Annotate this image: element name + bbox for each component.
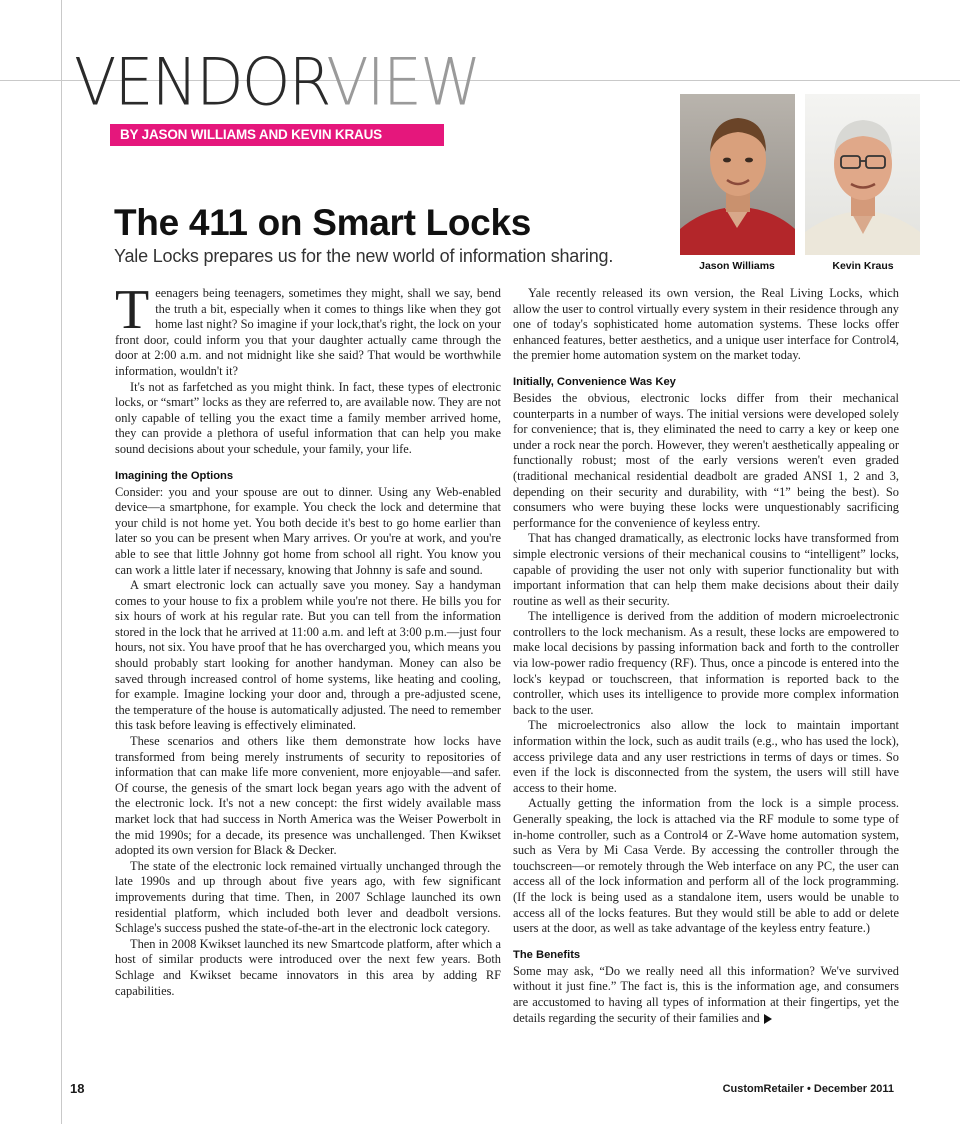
article-column-left [115, 279, 502, 999]
paragraph: Actually getting the information from the lock is a simple process. Generally speaking, the lock is attached via the RF module to some type of in-home controller, such as a Control4 or Z-Wave home automation system, such as Vera by Mi Casa Verde. By accessing the controller through the touchscreen—or remotely through the Web interface on any PC, the user can access all of the lock information and perform all of the lock programming. (If the lock is being used as a standalone item, users would be unable to access all of the locks features. But they would still be able to add or delete users at the door, as well as take advantage of the keyless entry feature.) [513, 796, 899, 936]
deck: Yale Locks prepares us for the new world of information sharing. [114, 246, 614, 266]
paragraph: It's not as farfetched as you might think. In fact, these types of electronic locks, or “smart” locks as they are referred to, are available now. They are not only capable of telling you the exact time a family member arrived home, they can provide a plethora of useful information that can help you make sound decisions about your schedule, your family, your life. [115, 379, 502, 456]
paragraph: The state of the electronic lock remained virtually unchanged through the late 1990s and up through about five years ago, with few significant improvements during that time. Then, in 2007 Schlage launched its own residential platform, which included both lever and deadbolt versions. Schlage's success pushed the state-of-the-art in the electronic lock category. [115, 858, 501, 936]
paragraph [115, 279, 501, 380]
subhead: Imagining the Options [115, 469, 234, 482]
masthead-view: VIEW [326, 43, 480, 121]
page-number: 18 [70, 1081, 85, 1096]
paragraph: A smart electronic lock can actually save you money. Say a handyman comes to your house to fix a problem while you're not there. He bills you for six hours of work at his regular rate. But you can tell from the information stored in the lock that he arrived at 11:00 a.m. and left at 3:00 p.m.—just four hours, not six. You have proof that he has overcharged you, which means you should probably start looking for another handyman. Money can also be saved through increased control of home systems, like heating and cooling, for example. Imagine locking your door and, through a pre-adjusted scene, the temperature of the house is automatically adjusted. The need to remember this task before leaving is effectively eliminated. [115, 578, 501, 733]
continued-arrow-icon [764, 1014, 772, 1024]
caption-kevin-kraus: Kevin Kraus [832, 260, 894, 272]
paragraph: Besides the obvious, electronic locks differ from their mechanical counterparts in a number of ways. The initial versions were developed solely for convenience; that is, they eliminated the need to carry a key or keep one under a rock near the porch. However, they weren't aesthetically appealing or functionally robust; most of the early versions weren't even graded (traditional mechanical residential deadbolt are graded ANSI 1, 2 and 3, depending on their security and durability, with “1” being the best). So consumers who were buying these locks were unquestionably sacrificing performance for the convenience of keyless entry. [513, 390, 899, 530]
paragraph: The microelectronics also allow the lock to maintain important information within the lock, such as audit trails (e.g., who has used the lock), access privilege data and any user restrictions in terms of days or times. So even if the lock is disconnected from the system, the users will still have access to their home. [513, 718, 899, 795]
paragraph: The intelligence is derived from the addition of modern microelectronic controllers to the lock mechanism. As a result, these locks are empowered to make local decisions by passing information back and forth to the controller via low-power radio frequency (RF). Thus, once a pincode is entered into the lock's keypad or touchscreen, that information is reported back to the controller, which uses its intelligence to provide more complex information back to the user. [513, 609, 899, 717]
photo-kevin-kraus [805, 94, 920, 255]
masthead-vendor: VENDOR [74, 43, 327, 121]
publication-footer: CustomRetailer • December 2011 [722, 1083, 894, 1095]
paragraph: That has changed dramatically, as electronic locks have transformed from simple electronic versions of their mechanical cousins to “intelligent” locks, capable of providing the user not only with superior functionality but with important information that can help them make decisions about their daily routine as well as their security. [513, 531, 899, 608]
subhead: Initially, Convenience Was Key [513, 375, 676, 388]
drop-cap: T [115, 279, 150, 341]
masthead [74, 43, 480, 121]
paragraph-text: eenagers being teenagers, sometimes they might, shall we say, bend the truth a bit, especially when it comes to things like when they got home last night? So imagine if your lock,that's right, the lock on your front door, could inform you that your daughter actually came through the door at 2:00 a.m. and not midnight like she said? That would be worthwhile information, wouldn't it? [115, 286, 501, 378]
paragraph [513, 964, 899, 1026]
paragraph: These scenarios and others like them demonstrate how locks have transformed from being merely instruments of security to repositories of information that can make life more convenient, more enjoyable—and safer. Of course, the genesis of the smart lock began years ago with the advent of the electronic lock. It's not a new concept: the first widely available mass market lock that had success in North America was the Weiser Powerbolt in the mid 1990s; for a decade, its presence was unchallenged. Then Kwikset adopted its own version for Black & Decker. [115, 734, 501, 858]
caption-jason-williams: Jason Williams [699, 260, 775, 272]
paragraph: Yale recently released its own version, the Real Living Locks, which allow the user to control virtually every system in their residence through any one of today's sophisticated home automation systems. These locks offer enhanced features, better aesthetics, and a unique user interface for Control4, the premier home automation system on the market today. [513, 286, 899, 363]
article-column-right [513, 286, 899, 1026]
paragraph-text: Some may ask, “Do we really need all this information? We've survived without it just fine.” The fact is, this is the information age, and consumers are accustomed to having all types of information at their fingertips, yet the details regarding the security of their families and [513, 963, 899, 1025]
photo-jason-williams [680, 94, 795, 255]
paragraph: Then in 2008 Kwikset launched its new Smartcode platform, after which a host of similar products were introduced over the next few years. Both Schlage and Kwikset became innovators in this area by adding RF capabilities. [115, 936, 501, 998]
byline: BY JASON WILLIAMS AND KEVIN KRAUS [110, 124, 444, 146]
margin-rule-vertical [61, 0, 62, 1124]
paragraph: Consider: you and your spouse are out to dinner. Using any Web-enabled device—a smartphone, for example. You check the lock and determine that your child is not home yet. You both decide it's best to go home earlier than later so you can be present when Mary arrives. Or you're at work, and you're able to see that little Johnny got home from school all right. You know you can work a little later if necessary, knowing that Johnny is safe and sound. [115, 484, 501, 577]
headline: The 411 on Smart Locks [114, 202, 532, 243]
subhead: The Benefits [513, 948, 581, 961]
